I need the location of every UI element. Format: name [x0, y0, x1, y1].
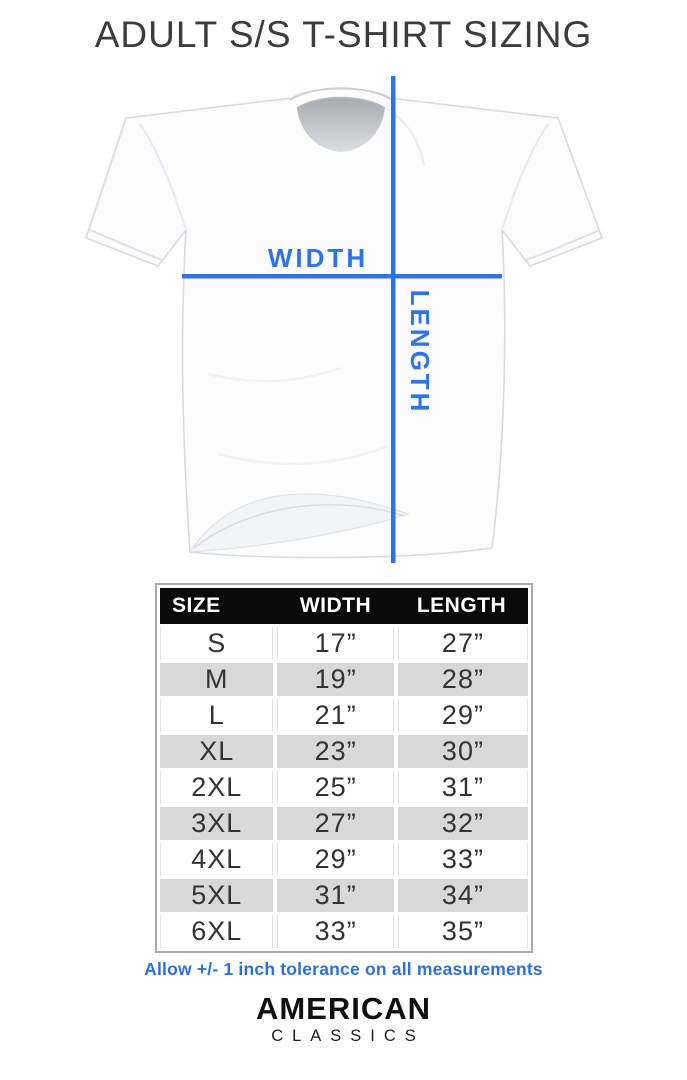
- table-row: [160, 663, 528, 696]
- length-label: LENGTH: [405, 289, 435, 415]
- length-cell: 27”: [398, 627, 528, 660]
- length-cell: 31”: [398, 771, 528, 804]
- length-cell: 28”: [398, 663, 528, 696]
- size-chart-table: [155, 583, 533, 953]
- size-cell: S: [160, 627, 273, 660]
- table-header-row: [160, 588, 528, 624]
- width-cell: 19”: [277, 663, 393, 696]
- tshirt-body: [86, 89, 602, 558]
- length-cell: 33”: [398, 843, 528, 876]
- size-cell: 5XL: [160, 879, 273, 912]
- table-row: [160, 915, 528, 948]
- tolerance-note: Allow +/- 1 inch tolerance on all measurements: [144, 959, 543, 979]
- width-cell: 21”: [277, 699, 393, 732]
- table-row: [160, 843, 528, 876]
- page-title: ADULT S/S T-SHIRT SIZING: [94, 14, 593, 55]
- width-label: WIDTH: [267, 243, 369, 273]
- column-header-width: WIDTH: [299, 594, 372, 617]
- size-cell: 2XL: [160, 771, 273, 804]
- table-row: [160, 771, 528, 804]
- width-cell: 17”: [277, 627, 393, 660]
- width-cell: 33”: [277, 915, 393, 948]
- size-cell: XL: [160, 735, 273, 768]
- width-measure-line: [182, 274, 502, 279]
- size-cell: M: [160, 663, 273, 696]
- length-measure-line: [391, 76, 396, 563]
- size-cell: 3XL: [160, 807, 273, 840]
- length-cell: 29”: [398, 699, 528, 732]
- length-cell: 32”: [398, 807, 528, 840]
- width-cell: 29”: [277, 843, 393, 876]
- size-cell: 6XL: [160, 915, 273, 948]
- tshirt-measurement-diagram: [78, 74, 612, 580]
- width-cell: 31”: [277, 879, 393, 912]
- length-cell: 30”: [398, 735, 528, 768]
- length-cell: 35”: [398, 915, 528, 948]
- column-header-length: LENGTH: [416, 594, 507, 617]
- table-row: [160, 735, 528, 768]
- width-cell: 25”: [277, 771, 393, 804]
- table-row: [160, 879, 528, 912]
- size-cell: L: [160, 699, 273, 732]
- column-header-size: SIZE: [172, 594, 221, 617]
- table-row: [160, 699, 528, 732]
- width-cell: 23”: [277, 735, 393, 768]
- table-row: [160, 807, 528, 840]
- length-cell: 34”: [398, 879, 528, 912]
- width-cell: 27”: [277, 807, 393, 840]
- brand-name: AMERICAN: [255, 991, 432, 1026]
- brand-logo: [0, 991, 687, 1046]
- size-cell: 4XL: [160, 843, 273, 876]
- table-row: [160, 627, 528, 660]
- brand-subname: CLASSICS: [271, 1026, 425, 1045]
